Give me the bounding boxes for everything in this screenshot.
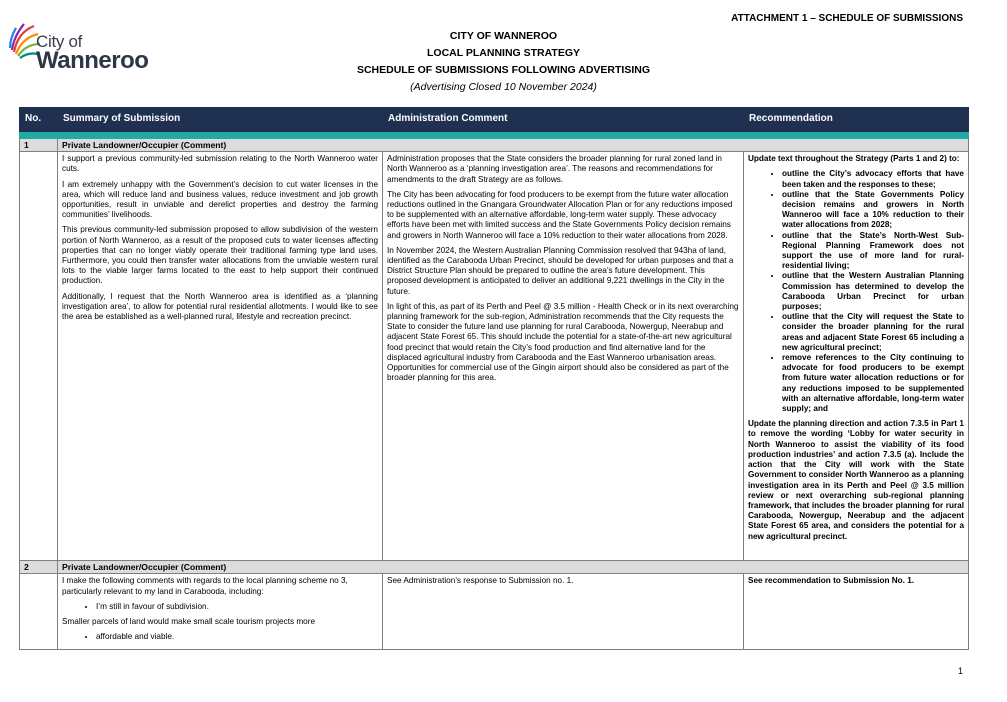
submission-number: 2 [20,561,58,574]
logo-city-text: City of [36,32,83,51]
header-admin-comment: Administration Comment [383,108,744,132]
number-cell [20,152,58,561]
summary-item: • affordable and viable. [96,632,378,642]
submission-number: 1 [20,139,58,152]
summary-paragraph: Smaller parcels of land would make small scale tourism projects more [62,617,315,627]
admin-paragraph: Administration proposes that the State considers the broader planning for rural zoned land in North Wanneroo as a ‘planning investigation area’. The reasons and recommendations for amendments to the draft Strategy are as follows. [387,154,722,184]
admin-comment-cell [383,152,744,561]
recommendation-item: • outline that the Western Australian Planning Commission has determined to develop the Carabooda Urban Precinct for urban purposes; [782,271,964,312]
summary-paragraph: I make the following comments with regards to the local planning scheme no 3, particularly relevant to my land in Carabooda, including: [62,576,348,596]
document-titles [0,28,1007,96]
summary-paragraph: This previous community-led submission proposed to allow subdivision of the western portion of North Wanneroo, as a result of the proposed cuts to water licenses affecting properties that can no longer viably operate their traditional farming type land uses. Furthermore, you could then transfer water allocations from the unviable western rural lots to the viable larger farms located to the east to help support their continued production. [62,225,378,286]
recommendation-list [748,169,964,414]
header-summary: Summary of Submission [58,108,383,132]
recommendation-intro: Update text throughout the Strategy (Parts 1 and 2) to: [748,154,960,164]
logo-name-text: Wanneroo [36,47,149,74]
admin-paragraph: In November 2024, the Western Australian Planning Commission resolved that 943ha of land, identified as the Carabooda Urban Precinct, should be developed for urban purposes and that a District Structure Plan should be prepared to outline the area’s future development. This proposed development is anticipated to deliver an additional 9,221 dwellings in the City in the future. [387,245,734,296]
number-cell [20,574,58,650]
title-line-1: CITY OF WANNEROO [449,30,558,42]
summary-paragraph: I support a previous community-led submission relating to the North Wanneroo water cuts. [62,154,378,174]
admin-paragraph: See Administration’s response to Submission no. 1. [387,576,574,586]
attachment-heading: ATTACHMENT 1 – SCHEDULE OF SUBMISSIONS [731,13,963,24]
page-number: 1 [957,666,963,676]
summary-list [62,632,378,642]
summary-list [62,602,378,612]
header-no: No. [20,108,58,132]
recommendation-outro: Update the planning direction and action 7.3.5 in Part 1 to remove the wording ‘Lobby for water security in North Wanneroo to assist the viability of its food production industries’ and action 7.3.5 (a). Include the action that the City will work with the State Government to consider North Wanneroo as a planning investigation area in its Perth and Peel @ 3.5 million review or next overarching sub-regional planning framework, that includes the broader planning for rural Carabooda, Nowergup, Neerabup and the adjacent State Forest 65 area, and considers the potential for a new agricultural precinct. [748,419,964,541]
title-line-3: SCHEDULE OF SUBMISSIONS FOLLOWING ADVERTISING [356,64,651,76]
recommendation-text: See recommendation to Submission No. 1. [748,576,915,586]
group-row-2 [20,561,969,574]
table-header-row [20,108,969,132]
title-line-2: LOCAL PLANNING STRATEGY [426,47,581,59]
summary-paragraph: Additionally, I request that the North Wanneroo area is identified as a ‘planning investigation area’, to allow for potential rural residential allotments. I would like to see the area be established as a well-planned rural, lifestyle and recreation precinct. [62,291,378,322]
submission-row-2 [20,574,969,650]
recommendation-item: • outline the City’s advocacy efforts that have been taken and the responses to these; [782,169,964,189]
recommendation-cell [744,574,969,650]
title-line-4: (Advertising Closed 10 November 2024) [410,81,597,93]
recommendation-item: • remove references to the City continuing to advocate for food producers to be exempt from future water allocation reductions or for any reductions imposed to be supplemented with an alternative affordable, long-term water supply; and [782,353,964,414]
admin-paragraph: In light of this, as part of its Perth and Peel @ 3.5 million - Health Check or in its next overarching planning framework for the sub-region, Administration recommends that the City requests the State to consider the future land use planning for rural Carabooda, Nowergup, Neerabup and adjacent State Forest 65. This should include the potential for a state-of-the-art new agricultural food precinct that would retain the City’s food production and find alternative land for the displaced agricultural industry from Carabooda and the East Wanneroo urbanisation areas. Opportunities for commercial use of the Gingin airport should also be considered as part of the broader planning for this area. [387,301,739,383]
submissions-table [19,107,969,650]
group-row-1 [20,139,969,152]
submitter-type: Private Landowner/Occupier (Comment) [58,139,969,152]
summary-cell [58,152,383,561]
submission-row-1 [20,152,969,561]
recommendation-item: • outline that the City will request the State to consider the broader planning for the rural areas and adjacent State Forest 65 including a new agricultural precinct; [782,312,964,353]
admin-comment-cell [383,574,744,650]
recommendation-item: • outline that the State Governments Policy decision remains and growers in North Wanneroo will face a 10% reduction to their water allocations from 2028; [782,190,964,231]
summary-item: • I’m still in favour of subdivision. [96,602,378,612]
submitter-type: Private Landowner/Occupier (Comment) [58,561,969,574]
admin-paragraph: The City has been advocating for food producers to be exempt from the future water allocation reductions outlined in the Gnangara Groundwater Allocation Plan or for any reductions imposed to be supplemented with an alternative affordable, long-term water supply. These advocacy efforts have been met with limited success and the State Governments Policy decision remains and growers in North Wanneroo will face a 10% reduction to their water allocations from 2028. [387,189,733,240]
summary-cell [58,574,383,650]
header-recommendation: Recommendation [744,108,969,132]
recommendation-cell [744,152,969,561]
header-accent-row [20,132,969,139]
recommendation-item: • outline that the State’s North-West Sub-Regional Planning Framework does not support the use of more land for rural-residential living; [782,231,964,272]
summary-paragraph: I am extremely unhappy with the Government’s decision to cut water licenses in the area, which will reduce land and business values, reduce investment and job growth opportunities, result in unviable and derelict properties and destroy the farming communities’ livelihoods. [62,179,378,220]
